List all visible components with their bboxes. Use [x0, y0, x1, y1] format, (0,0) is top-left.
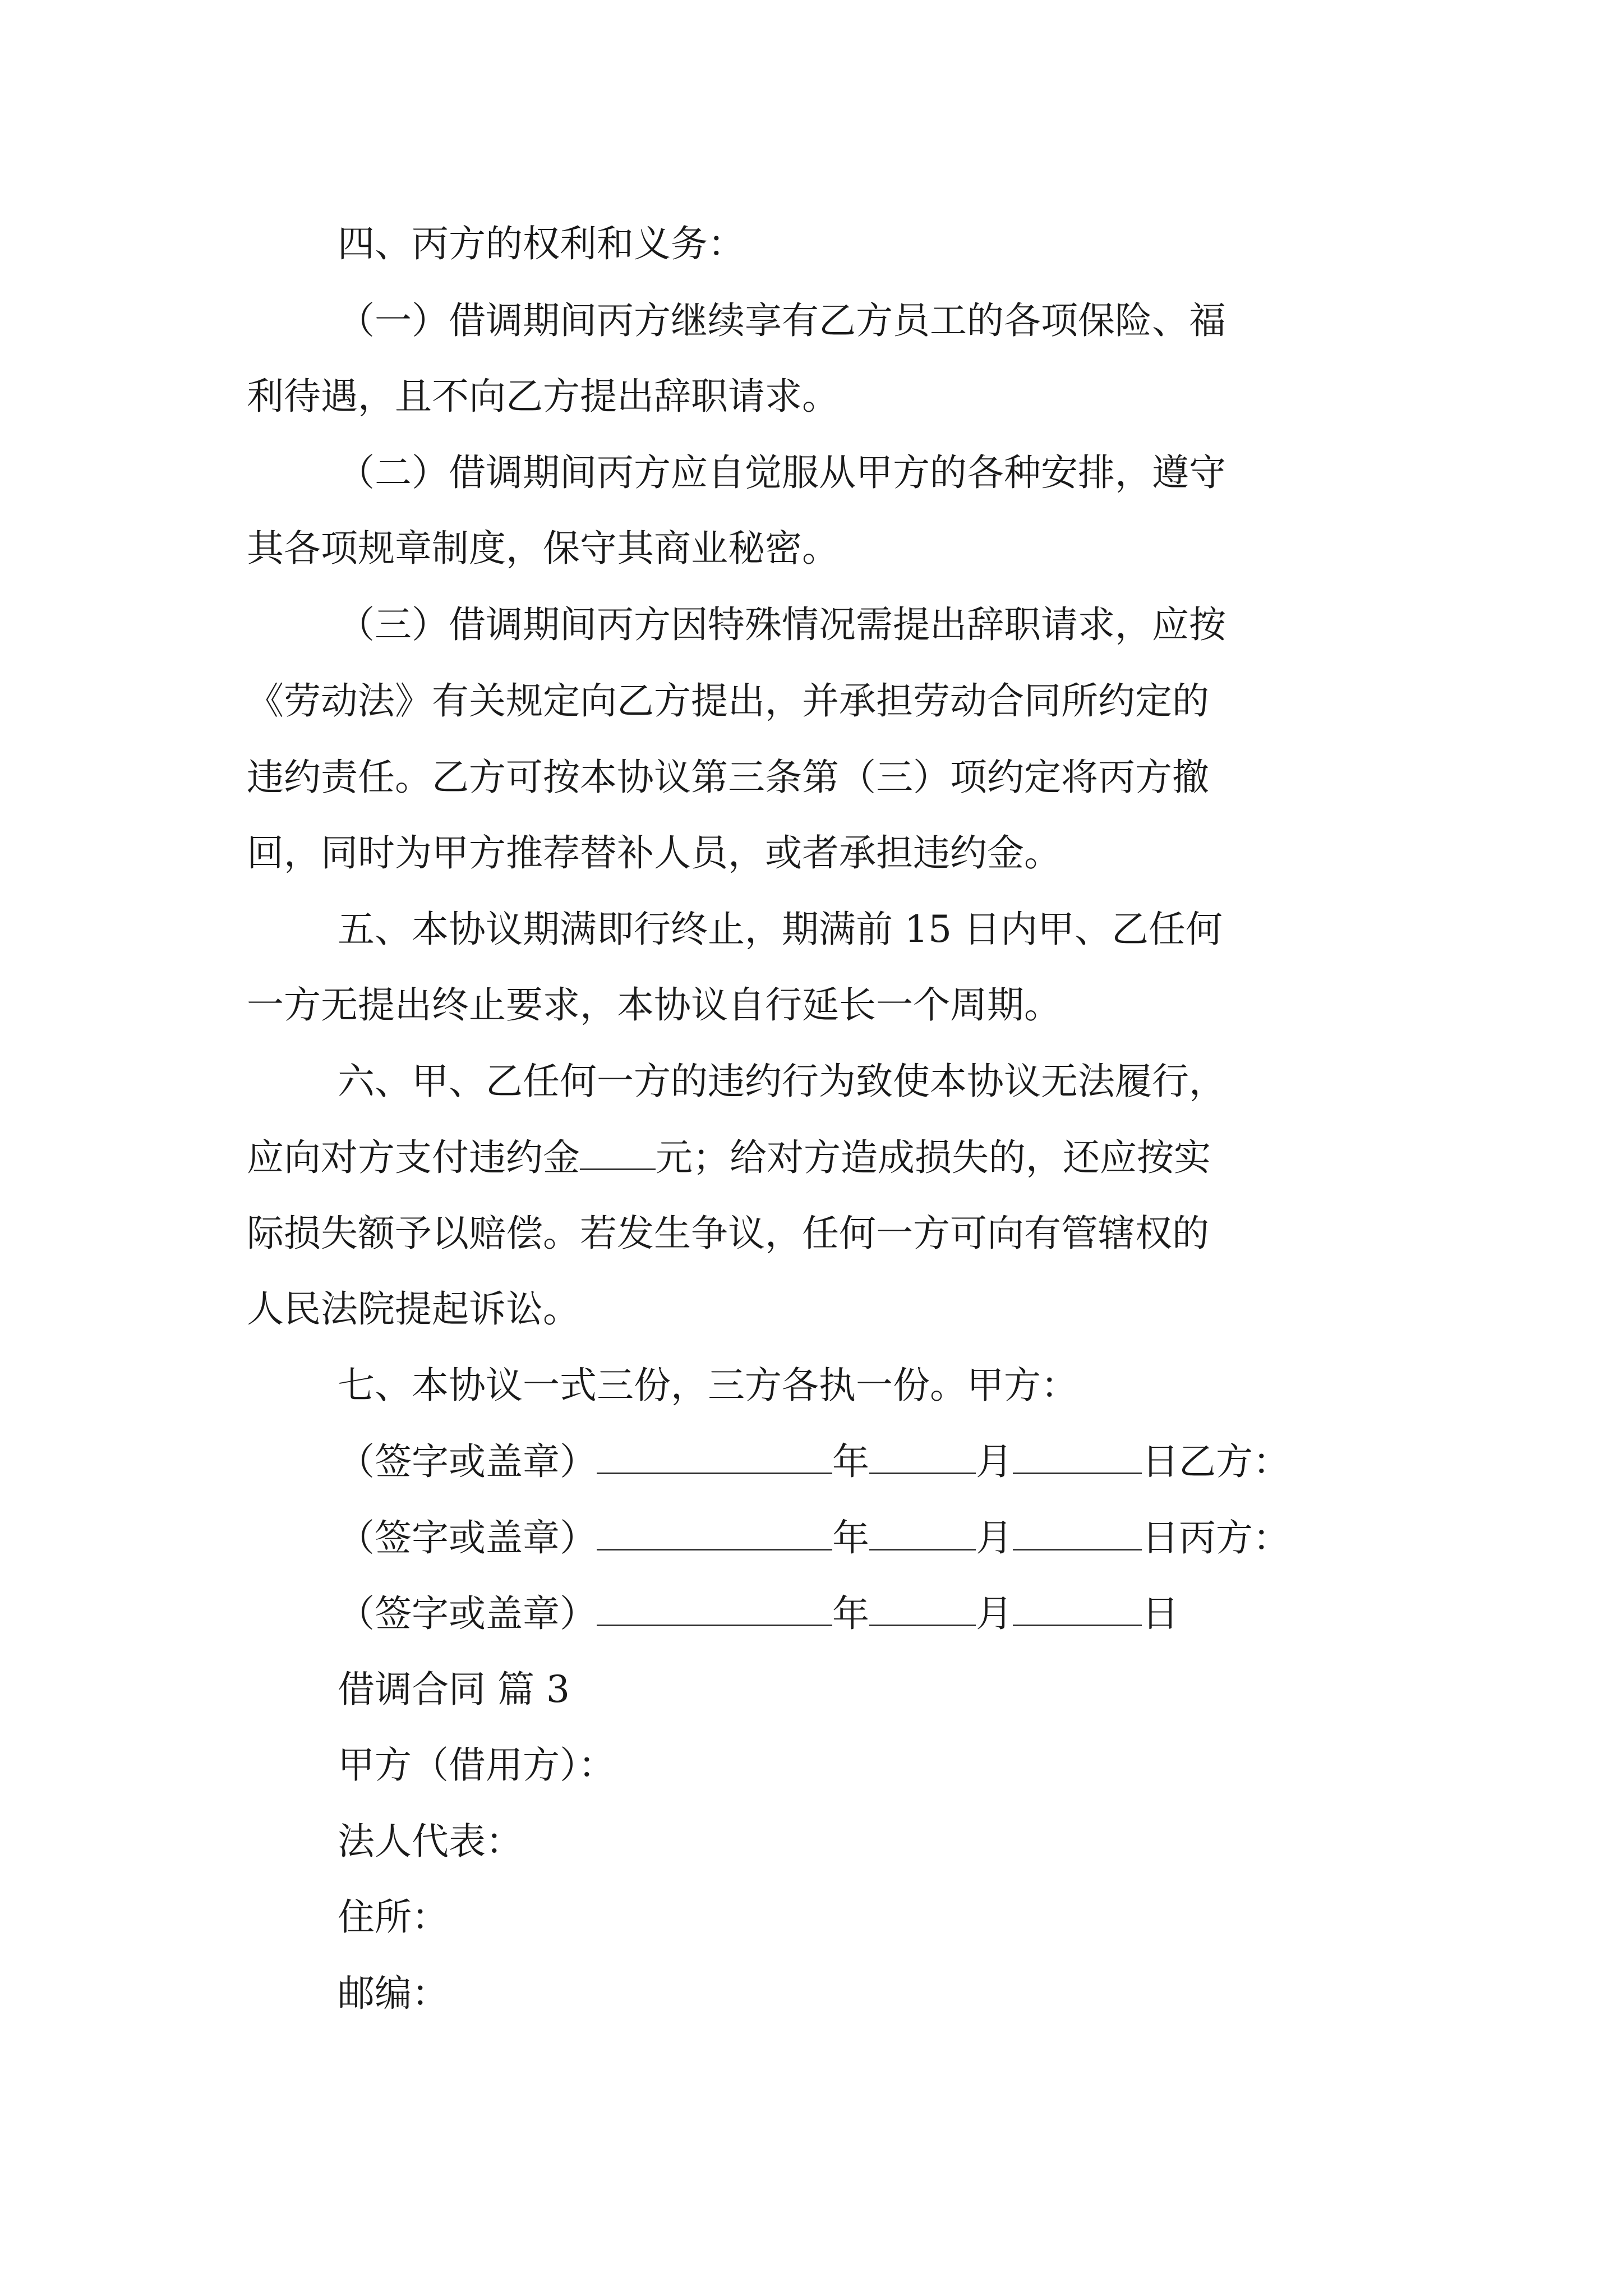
section-four-heading: 四、丙方的权利和义务： [338, 222, 745, 265]
signature-row-1 [338, 1439, 1290, 1484]
section-six-line-3: 际损失额予以赔偿。若发生争议，任何一方可向有管辖权的 [247, 1212, 1209, 1255]
day-blank[interactable] [1013, 1591, 1142, 1626]
sign-blank[interactable] [597, 1515, 832, 1550]
clause-4-1-line-1: （一）借调期间丙方继续享有乙方员工的各项保险、福 [338, 299, 1226, 342]
month-blank[interactable] [869, 1515, 976, 1550]
clause-4-1-line-2: 利待遇，且不向乙方提出辞职请求。 [247, 375, 839, 418]
party-a-label: 甲方（借用方）： [338, 1743, 615, 1787]
year-label: 年 [832, 1592, 869, 1635]
month-label: 月 [976, 1516, 1013, 1559]
day-party-label: 日乙方： [1142, 1440, 1290, 1483]
sign-blank[interactable] [597, 1439, 832, 1474]
sign-blank[interactable] [597, 1591, 832, 1626]
month-blank[interactable] [869, 1439, 976, 1474]
day-party-label: 日丙方： [1142, 1516, 1290, 1559]
section-seven-line: 七、本协议一式三份，三方各执一份。甲方： [338, 1364, 1078, 1407]
section-five-line-1: 五、本协议期满即行终止，期满前 15 日内甲、乙任何 [338, 908, 1223, 951]
penalty-text-before: 应向对方支付违约金 [247, 1136, 580, 1179]
signature-row-3 [338, 1591, 1179, 1636]
legal-rep-label: 法人代表： [338, 1820, 523, 1863]
section-six-line-1: 六、甲、乙任何一方的违约行为致使本协议无法履行， [338, 1060, 1226, 1103]
year-label: 年 [832, 1516, 869, 1559]
sign-label: （签字或盖章） [338, 1440, 597, 1483]
clause-4-3-line-3: 违约责任。乙方可按本协议第三条第（三）项约定将丙方撤 [247, 756, 1209, 799]
clause-4-3-line-4: 回，同时为甲方推荐替补人员，或者承担违约金。 [247, 831, 1061, 875]
postcode-label: 邮编： [338, 1972, 449, 2015]
section-six-line-4: 人民法院提起诉讼。 [247, 1287, 580, 1331]
day-blank[interactable] [1013, 1439, 1142, 1474]
day-label: 日 [1142, 1592, 1179, 1635]
signature-row-2 [338, 1515, 1290, 1561]
month-blank[interactable] [869, 1591, 976, 1626]
month-label: 月 [976, 1440, 1013, 1483]
penalty-amount-blank[interactable] [580, 1135, 656, 1170]
month-label: 月 [976, 1592, 1013, 1635]
day-blank[interactable] [1013, 1515, 1142, 1550]
year-label: 年 [832, 1440, 869, 1483]
clause-4-3-line-1: （三）借调期间丙方因特殊情况需提出辞职请求，应按 [338, 603, 1226, 646]
penalty-text-after: 元；给对方造成损失的，还应按实 [656, 1136, 1211, 1179]
section-six-line-2 [247, 1135, 1211, 1180]
sign-label: （签字或盖章） [338, 1592, 597, 1635]
section-five-line-2: 一方无提出终止要求，本协议自行延长一个周期。 [247, 983, 1061, 1027]
clause-4-2-line-2: 其各项规章制度，保守其商业秘密。 [247, 527, 839, 570]
sign-label: （签字或盖章） [338, 1516, 597, 1559]
clause-4-2-line-1: （二）借调期间丙方应自觉服从甲方的各种安排，遵守 [338, 451, 1226, 494]
clause-4-3-line-2: 《劳动法》有关规定向乙方提出，并承担劳动合同所约定的 [247, 679, 1209, 723]
contract-section-title: 借调合同 篇 3 [338, 1668, 570, 1711]
address-label: 住所： [338, 1895, 449, 1939]
